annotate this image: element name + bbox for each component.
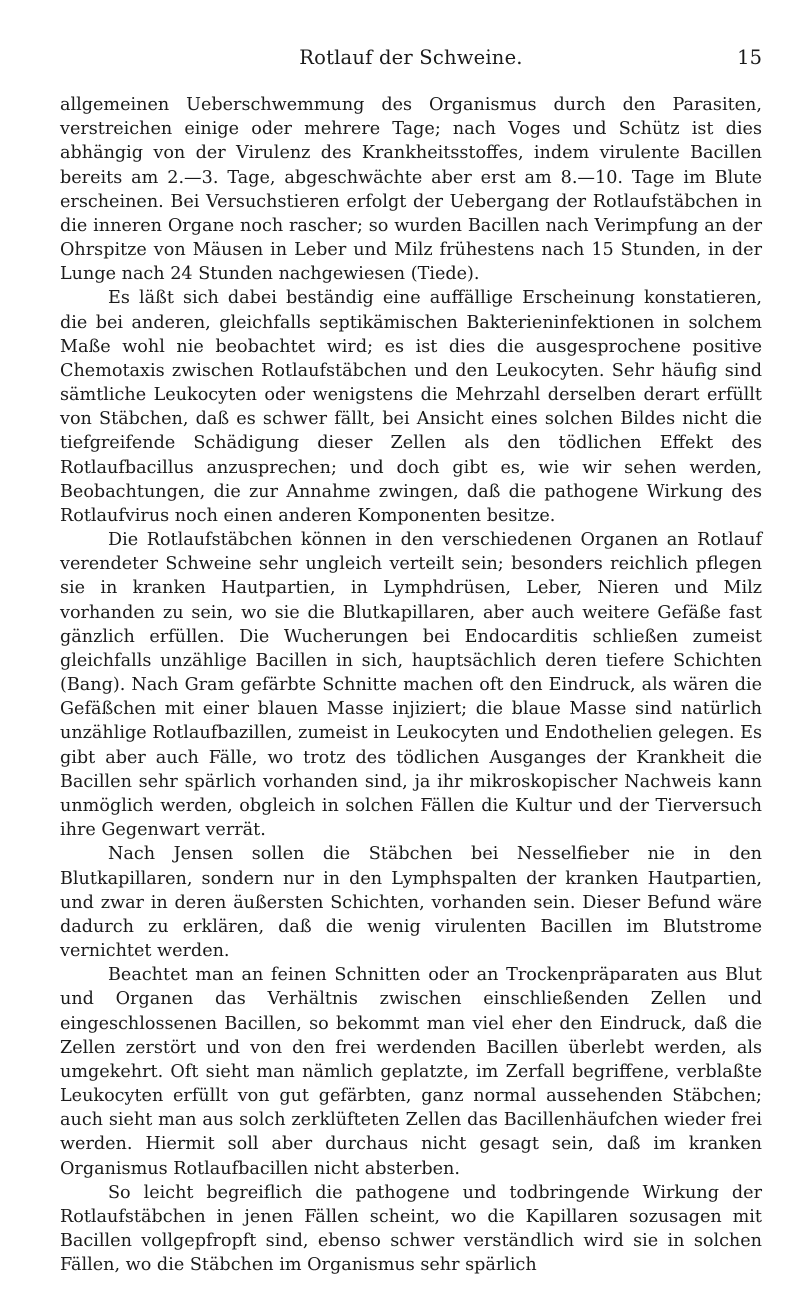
running-head: Rotlauf der Schweine.	[299, 46, 523, 69]
paragraph: Nach Jensen sollen die Stäbchen bei Nesselfieber nie in den Blutkapillaren, sondern nur in den Lymphspalten der kranken Hautpartien, und zwar in deren äußersten Schichten, vorhanden sein. Dieser Befund wäre dadurch zu erklären, daß die wenig virulenten Bacillen im Blutstrome vernichtet werden.	[60, 844, 762, 962]
page-number: 15	[737, 46, 762, 69]
paragraph-continued: allgemeinen Ueberschwemmung des Organismus durch den Parasiten, verstreichen einige oder mehrere Tage; nach Voges und Schütz ist dies abhängig von der Virulenz des Krankheitsstoffes, indem virulente Bacillen bereits am 2.—3. Tage, abgeschwächte aber erst am 8.—10. Tage im Blute erscheinen. Bei Versuchstieren erfolgt der Uebergang der Rotlaufstäbchen in die inneren Organe noch rascher; so wurden Bacillen nach Verimpfung an der Ohrspitze von Mäusen in Leber und Milz frühestens nach 15 Stunden, in der Lunge nach 24 Stunden nachgewiesen (Tiede).	[60, 95, 762, 285]
paragraph: Beachtet man an feinen Schnitten oder an Trockenpräparaten aus Blut und Organen das Verhältnis zwischen einschließenden Zellen und eingeschlossenen Bacillen, so bekommt man viel eher den Eindruck, daß die Zellen zerstört und von den frei werdenden Bacillen überlebt werden, als umgekehrt. Oft sieht man nämlich geplatzte, im Zerfall begriffene, verblaßte Leukocyten erfüllt von gut gefärbten, ganz normal aussehenden Stäbchen; auch sieht man aus solch zerklüfteten Zellen das Bacillenhäufchen wieder frei werden. Hiermit soll aber durchaus nicht gesagt sein, daß im kranken Organismus Rotlaufbacillen nicht absterben.	[60, 965, 762, 1179]
paragraph: Die Rotlaufstäbchen können in den verschiedenen Organen an Rotlauf verendeter Schweine sehr ungleich verteilt sein; besonders reichlich pflegen sie in kranken Hautpartien, in Lymphdrüsen, Leber, Nieren und Milz vorhanden zu sein, wo sie die Blutkapillaren, aber auch weitere Gefäße fast gänzlich erfüllen. Die Wucherungen bei Endocarditis schließen zumeist gleichfalls unzählige Bacillen in sich, hauptsächlich deren tiefere Schichten (Bang). Nach Gram gefärbte Schnitte machen oft den Eindruck, als wären die Gefäßchen mit einer blauen Masse injiziert; die blaue Masse sind natürlich unzählige Rotlaufbazillen, zumeist in Leukocyten und Endothelien gelegen. Es gibt aber auch Fälle, wo trotz des tödlichen Ausganges der Krankheit die Bacillen sehr spärlich vorhanden sind, ja ihr mikroskopischer Nachweis kann unmöglich werden, obgleich in solchen Fällen die Kultur und der Tierversuch ihre Gegenwart verrät.	[60, 530, 762, 841]
paragraph: So leicht begreiflich die pathogene und todbringende Wirkung der Rotlaufstäbchen in jenen Fällen scheint, wo die Kapillaren sozusagen mit Bacillen vollgepfropft sind, ebenso schwer verständlich wird sie in solchen Fällen, wo die Stäbchen im Organismus sehr spärlich	[60, 1182, 762, 1276]
paragraph: Es läßt sich dabei beständig eine auffällige Erscheinung konstatieren, die bei anderen, gleichfalls septikämischen Bakterieninfektionen in solchem Maße wohl nie beobachtet wird; es ist dies die ausgesprochene positive Chemotaxis zwischen Rotlaufstäbchen und den Leukocyten. Sehr häufig sind sämtliche Leukocyten oder wenigstens die Mehrzahl derselben derart erfüllt von Stäbchen, daß es schwer fällt, bei Ansicht eines solchen Bildes nicht die tiefgreifende Schädigung dieser Zellen als den tödlichen Effekt des Rotlaufbacillus anzusprechen; und doch gibt es, wie wir sehen werden, Beobachtungen, die zur Annahme zwingen, daß die pathogene Wirkung des Rotlaufvirus noch einen anderen Komponenten besitze.	[60, 288, 762, 526]
body-text	[60, 93, 762, 1277]
page-header	[60, 46, 762, 76]
